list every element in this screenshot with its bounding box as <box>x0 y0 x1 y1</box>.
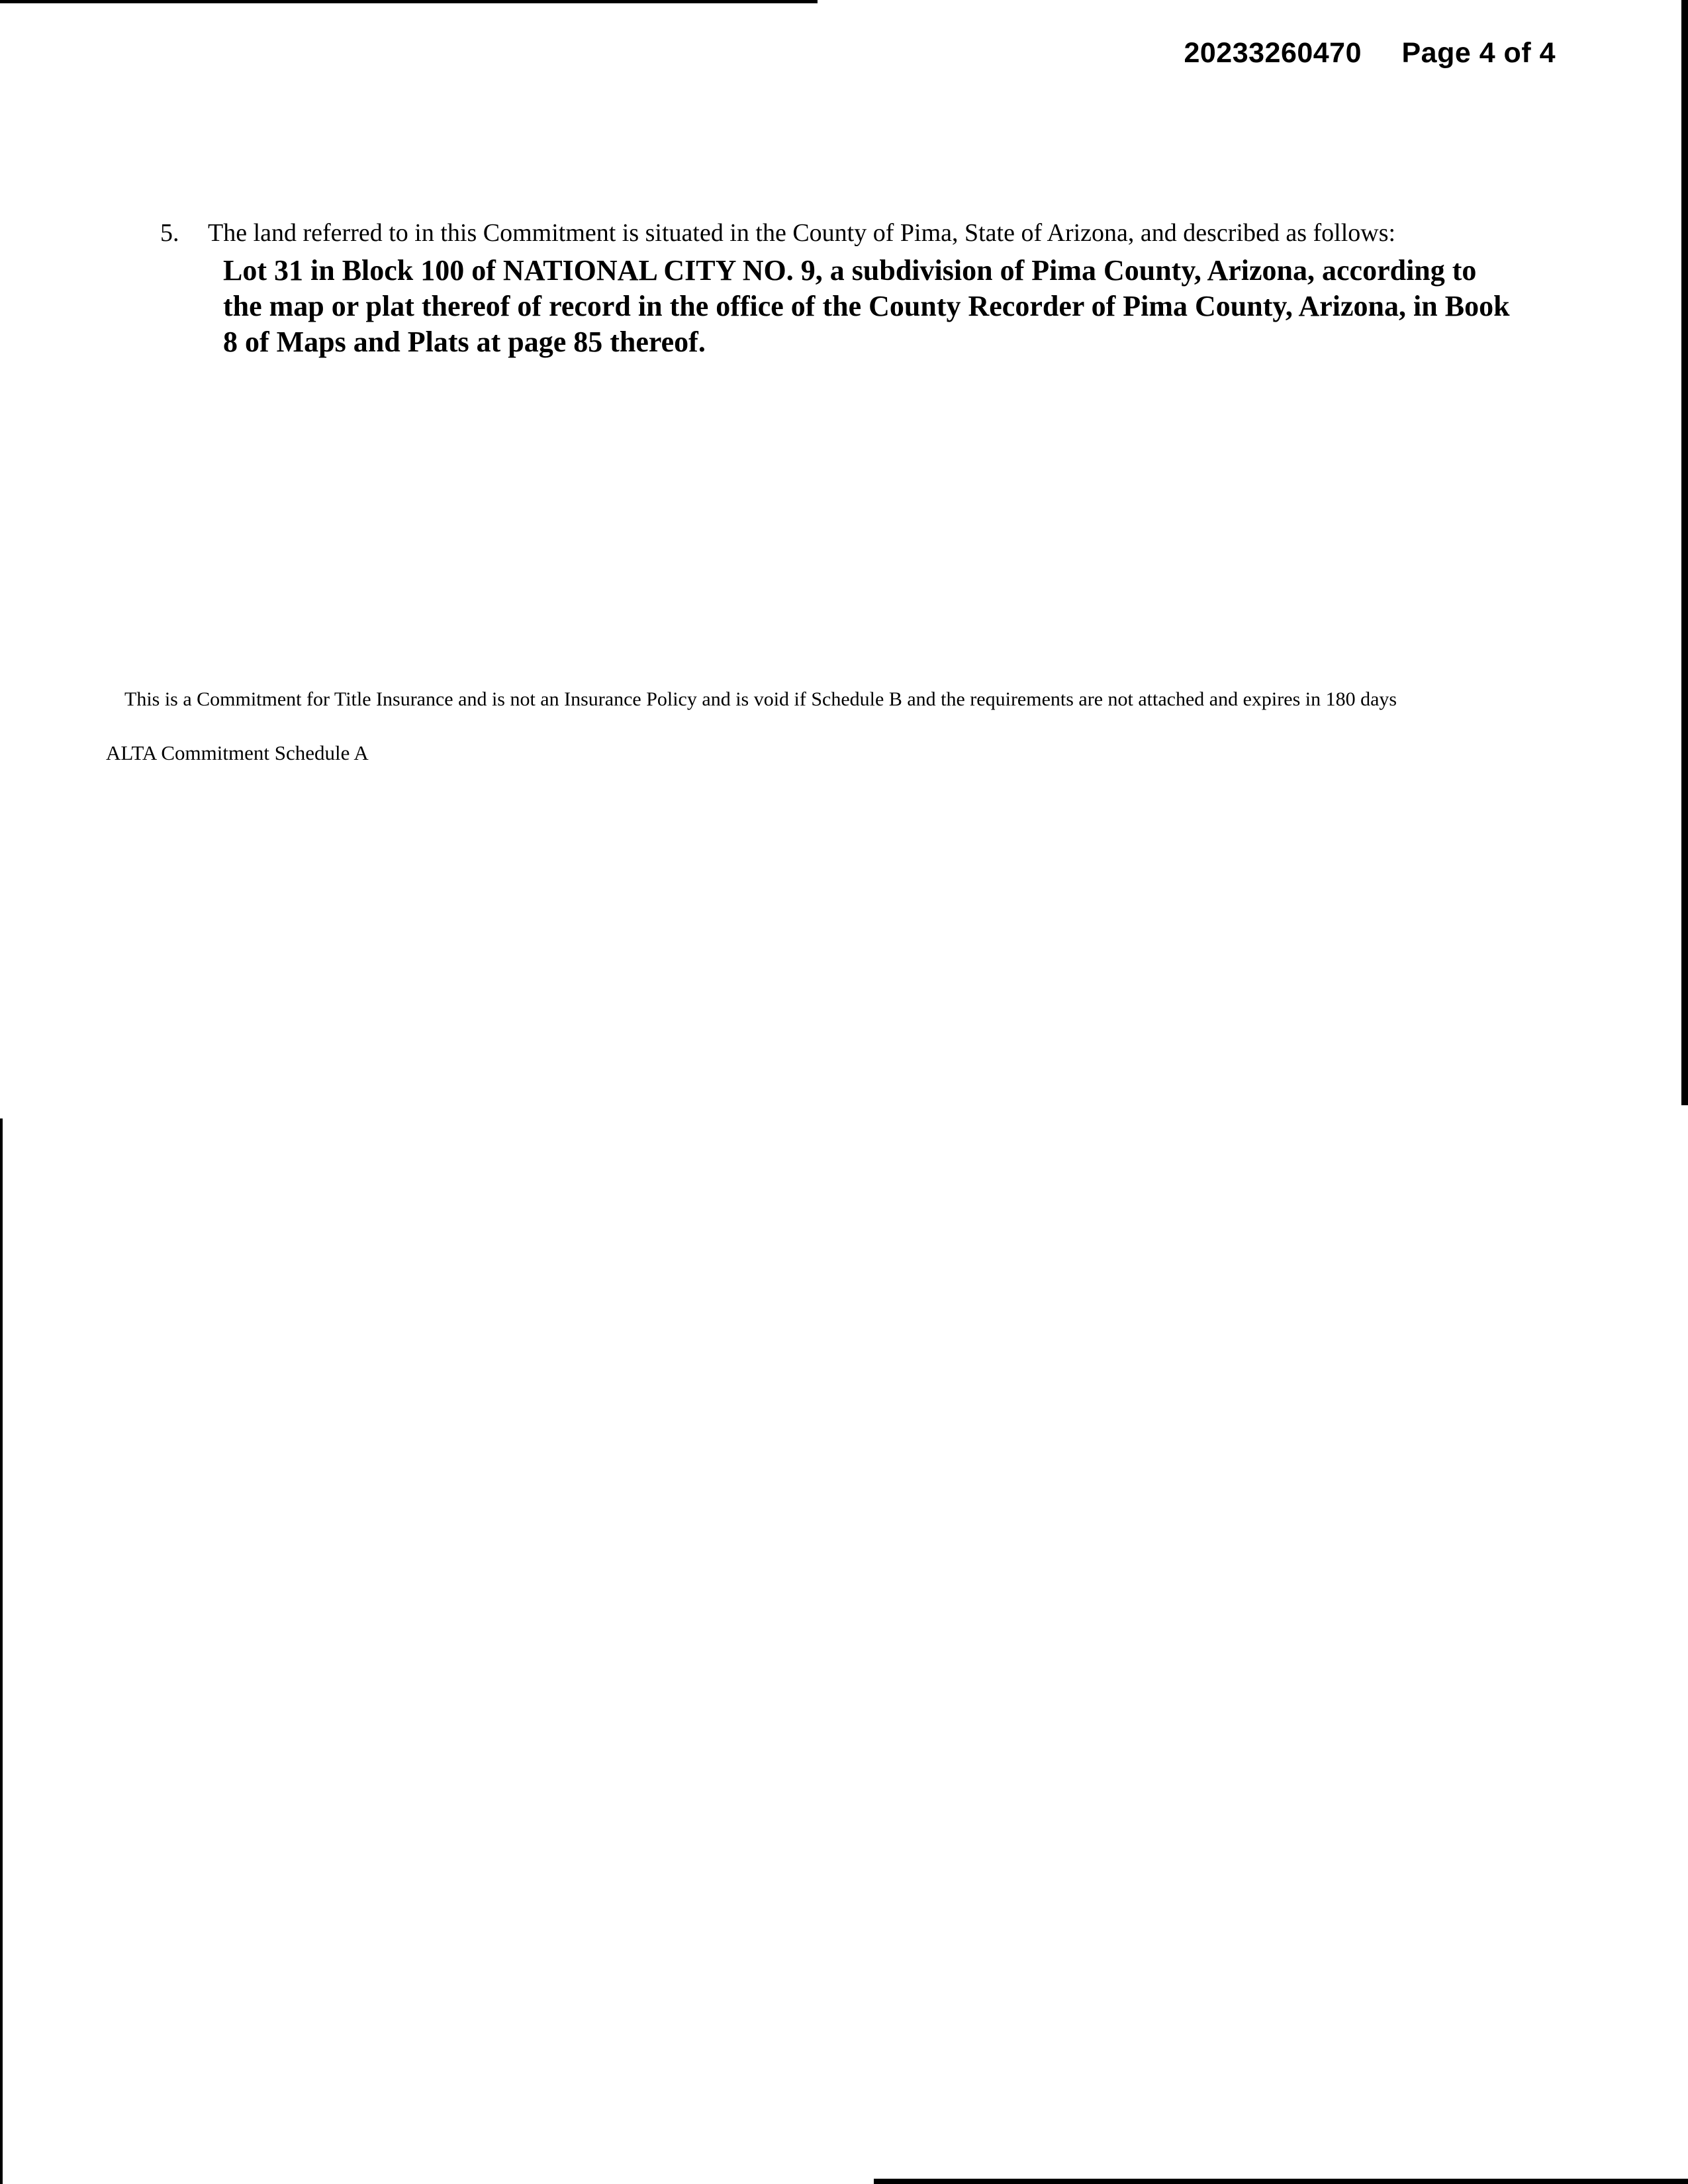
scan-edge-top <box>0 0 818 3</box>
scan-edge-right <box>1681 0 1688 1105</box>
form-name: ALTA Commitment Schedule A <box>106 741 369 764</box>
page-label: Page 4 of 4 <box>1401 37 1556 69</box>
legal-description: Lot 31 in Block 100 of NATIONAL CITY NO. 9, a subdivision of Pima County, Arizona, according to the map or plat thereof of record in the office of the County Recorder of Pima County, Arizona, in Book 8 of Maps and Plats at page 85 thereof. <box>223 254 1510 358</box>
item-intro-text: The land referred to in this Commitment is situated in the County of Pima, State of Arizona, and described as follows: <box>208 219 1396 247</box>
scan-edge-bottom <box>874 2179 1688 2184</box>
item-number: 5. <box>160 219 179 247</box>
scan-edge-left <box>0 1118 3 2184</box>
document-number: 20233260470 <box>1184 37 1362 69</box>
page-header <box>1184 37 1556 69</box>
commitment-disclaimer: This is a Commitment for Title Insurance and is not an Insurance Policy and is void if Schedule B and the requirements are not attached and expires in 180 days <box>124 688 1397 710</box>
